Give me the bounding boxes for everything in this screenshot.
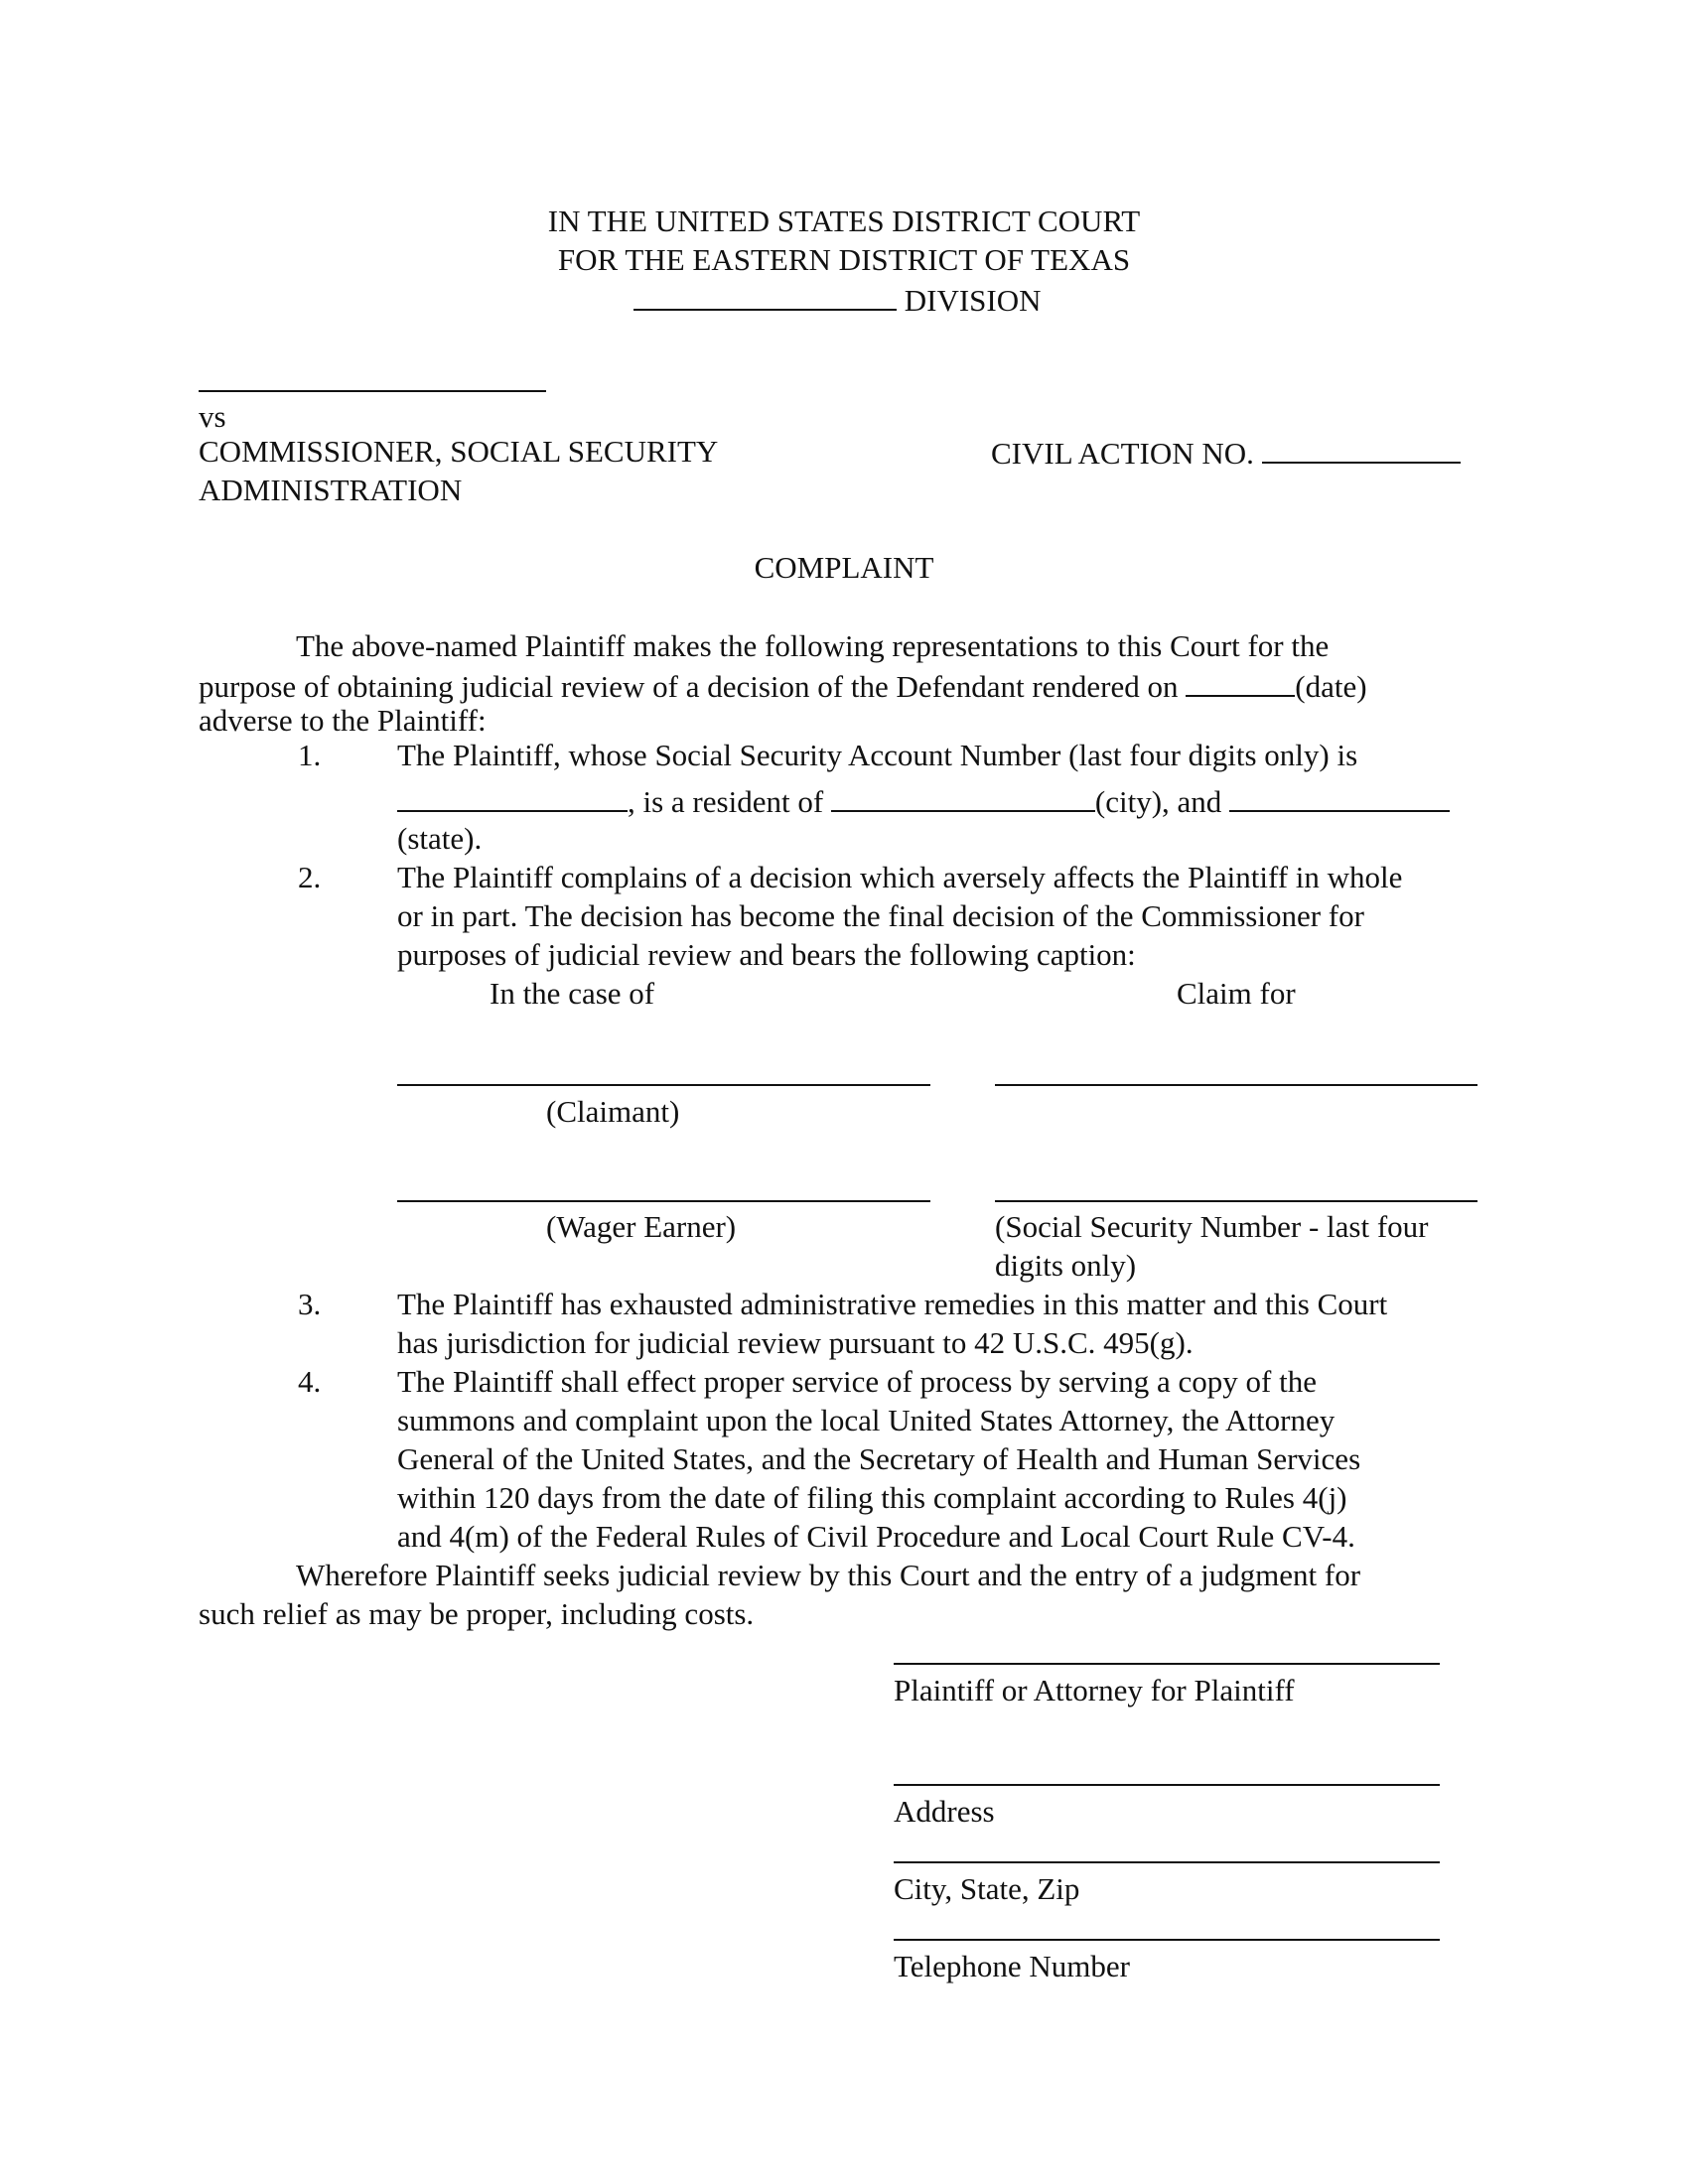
state-blank[interactable] xyxy=(1229,780,1450,812)
item-3-line-1: The Plaintiff has exhausted administrative remedies in this matter and this Court xyxy=(397,1287,1388,1321)
wage-earner-blank[interactable] xyxy=(397,1200,930,1202)
intro-line-3: adverse to the Plaintiff: xyxy=(199,703,487,738)
civil-action-line xyxy=(991,432,1461,473)
item-4-number: 4. xyxy=(298,1364,322,1399)
intro-line-1: The above-named Plaintiff makes the following representations to this Court for the xyxy=(296,628,1330,663)
caption-case-label: In the case of xyxy=(490,976,655,1011)
document-title: COMPLAINT xyxy=(754,550,934,585)
claimant-label: (Claimant) xyxy=(546,1094,680,1129)
civil-action-number-blank[interactable] xyxy=(1262,432,1461,464)
caption-claim-label: Claim for xyxy=(1177,976,1296,1011)
district-name: FOR THE EASTERN DISTRICT OF TEXAS xyxy=(557,242,1131,277)
plaintiff-name-blank[interactable] xyxy=(199,390,546,392)
city-state-zip-label: City, State, Zip xyxy=(894,1871,1080,1906)
ssn-label-line-1: (Social Security Number - last four xyxy=(995,1209,1429,1244)
wage-earner-label: (Wager Earner) xyxy=(546,1209,737,1244)
item-3-line-2: has jurisdiction for judicial review pursuant to 42 U.S.C. 495(g). xyxy=(397,1325,1194,1360)
telephone-label: Telephone Number xyxy=(894,1949,1130,1983)
item-4-line-5: and 4(m) of the Federal Rules of Civil Procedure and Local Court Rule CV-4. xyxy=(397,1519,1355,1554)
claimant-name-blank[interactable] xyxy=(397,1084,930,1086)
item-4-line-2: summons and complaint upon the local United States Attorney, the Attorney xyxy=(397,1403,1336,1437)
wherefore-line-2: such relief as may be proper, including costs. xyxy=(199,1596,755,1631)
city-blank[interactable] xyxy=(831,780,1095,812)
item-1-line-3: (state). xyxy=(397,821,483,856)
item-2-line-3: purposes of judicial review and bears the following caption: xyxy=(397,937,1136,972)
defendant-line-2: ADMINISTRATION xyxy=(199,473,463,507)
defendant-line-1: COMMISSIONER, SOCIAL SECURITY xyxy=(199,434,719,469)
civil-action-label: CIVIL ACTION NO. xyxy=(991,436,1254,471)
intro-line-2: purpose of obtaining judicial review of a decision of the Defendant rendered on (date) xyxy=(199,665,1367,706)
item-2-number: 2. xyxy=(298,860,322,894)
division-label: DIVISION xyxy=(904,283,1042,318)
item-4-line-4: within 120 days from the date of filing this complaint according to Rules 4(j) xyxy=(397,1480,1347,1515)
ssn-last-four-blank[interactable] xyxy=(397,780,628,812)
division-blank[interactable] xyxy=(633,279,897,311)
signature-blank[interactable] xyxy=(894,1663,1440,1665)
address-blank[interactable] xyxy=(894,1784,1440,1786)
claim-type-blank[interactable] xyxy=(995,1084,1477,1086)
telephone-blank[interactable] xyxy=(894,1939,1440,1941)
ssn-blank[interactable] xyxy=(995,1200,1477,1202)
decision-date-blank[interactable] xyxy=(1186,665,1295,697)
item-4-line-3: General of the United States, and the Secretary of Health and Human Services xyxy=(397,1441,1361,1476)
item-1-line-2: , is a resident of (city), and xyxy=(397,780,1450,821)
vs-label: vs xyxy=(199,399,226,434)
item-1-line-1: The Plaintiff, whose Social Security Account Number (last four digits only) is xyxy=(397,738,1358,772)
division-line xyxy=(633,279,1042,320)
item-1-number: 1. xyxy=(298,738,322,772)
court-name: IN THE UNITED STATES DISTRICT COURT xyxy=(547,204,1141,238)
wherefore-line-1: Wherefore Plaintiff seeks judicial review by this Court and the entry of a judgment for xyxy=(296,1558,1361,1592)
ssn-label-line-2: digits only) xyxy=(995,1248,1137,1283)
item-2-line-2: or in part. The decision has become the final decision of the Commissioner for xyxy=(397,898,1364,933)
item-4-line-1: The Plaintiff shall effect proper service of process by serving a copy of the xyxy=(397,1364,1317,1399)
item-3-number: 3. xyxy=(298,1287,322,1321)
city-state-zip-blank[interactable] xyxy=(894,1861,1440,1863)
signature-label: Plaintiff or Attorney for Plaintiff xyxy=(894,1673,1295,1707)
item-2-line-1: The Plaintiff complains of a decision which aversely affects the Plaintiff in whole xyxy=(397,860,1403,894)
address-label: Address xyxy=(894,1794,995,1829)
